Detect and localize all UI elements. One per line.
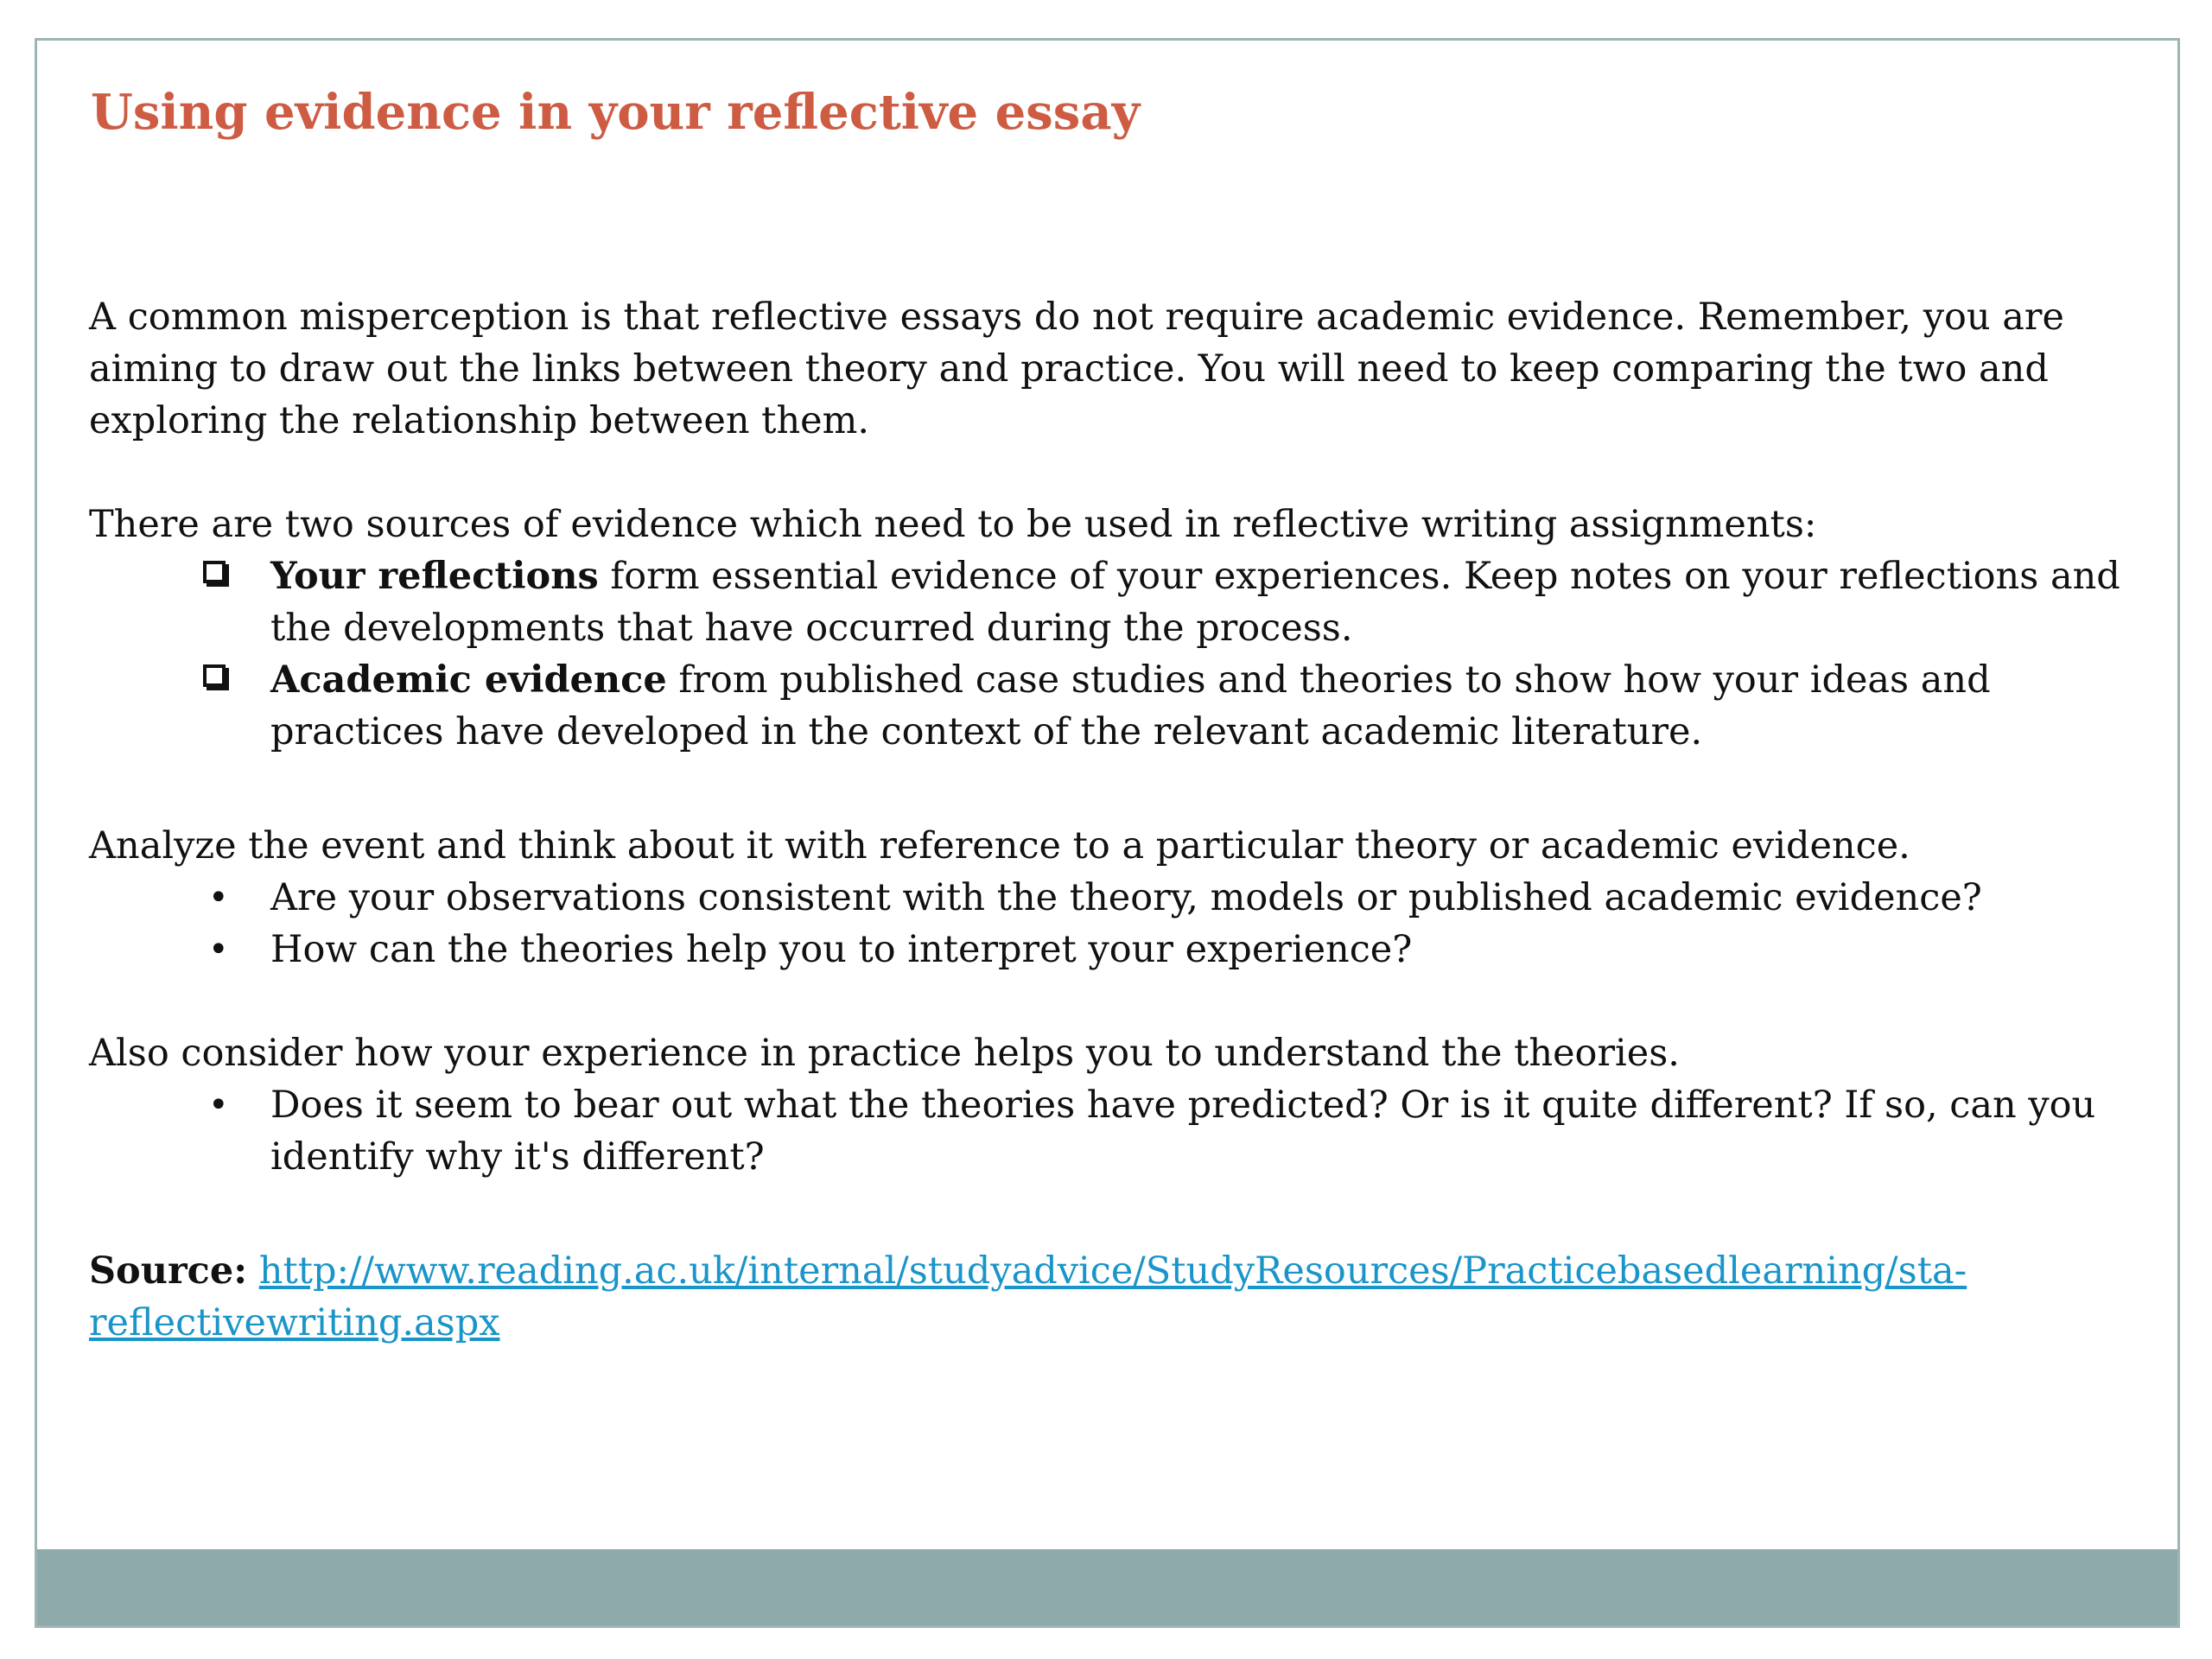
sources-intro: There are two sources of evidence which need to be used in reflective writing assignments: bbox=[89, 503, 1817, 546]
checkbox-bullet-icon bbox=[203, 664, 226, 687]
spacer bbox=[89, 758, 2128, 820]
slide-body bbox=[89, 291, 2128, 1349]
list-item bbox=[89, 872, 2128, 924]
sources-list bbox=[89, 550, 2128, 758]
checkbox-bullet-icon bbox=[203, 561, 226, 583]
analyze-list bbox=[89, 872, 2128, 976]
list-item-text: Does it seem to bear out what the theories have predicted? Or is it quite different? If so, can you identify why it's different? bbox=[270, 1084, 2096, 1179]
source-term: Academic evidence bbox=[270, 658, 667, 702]
list-item bbox=[89, 654, 2128, 758]
intro-paragraph: A common misperception is that reflective essays do not require academic evidence. Remember, you are aiming to draw out the links between theory and practice. You will need to keep comparing the two and exploring the relationship between them. bbox=[89, 296, 2064, 442]
consider-list bbox=[89, 1079, 2128, 1183]
spacer bbox=[89, 1183, 2128, 1245]
list-item-text: How can the theories help you to interpret your experience? bbox=[270, 928, 1413, 971]
slide bbox=[35, 38, 2180, 1628]
list-item bbox=[89, 924, 2128, 976]
bullet-dot-icon: • bbox=[208, 930, 229, 969]
source-citation bbox=[89, 1245, 2128, 1349]
bullet-dot-icon: • bbox=[208, 1085, 229, 1125]
analyze-intro: Analyze the event and think about it with reference to a particular theory or academic evidence. bbox=[89, 824, 1910, 868]
source-term: Your reflections bbox=[270, 555, 599, 598]
spacer bbox=[89, 447, 2128, 499]
list-item bbox=[89, 1079, 2128, 1183]
source-link[interactable]: http://www.reading.ac.uk/internal/studyadvice/StudyResources/Practicebasedlearning/sta-reflectivewriting.aspx bbox=[89, 1249, 1967, 1344]
slide-title: Using evidence in your reflective essay bbox=[91, 84, 1141, 141]
spacer bbox=[89, 976, 2128, 1027]
footer-band bbox=[37, 1549, 2177, 1625]
list-item bbox=[89, 550, 2128, 654]
source-label: Source: bbox=[89, 1249, 248, 1293]
consider-intro: Also consider how your experience in practice helps you to understand the theories. bbox=[89, 1032, 1680, 1075]
source-description: from published case studies and theories to show how your ideas and practices have developed in the context of the relevant academic literature. bbox=[270, 658, 1991, 753]
list-item-text: Are your observations consistent with the theory, models or published academic evidence? bbox=[270, 876, 1982, 919]
bullet-dot-icon: • bbox=[208, 878, 229, 918]
source-description: form essential evidence of your experiences. Keep notes on your reflections and the developments that have occurred during the process. bbox=[270, 555, 2120, 650]
